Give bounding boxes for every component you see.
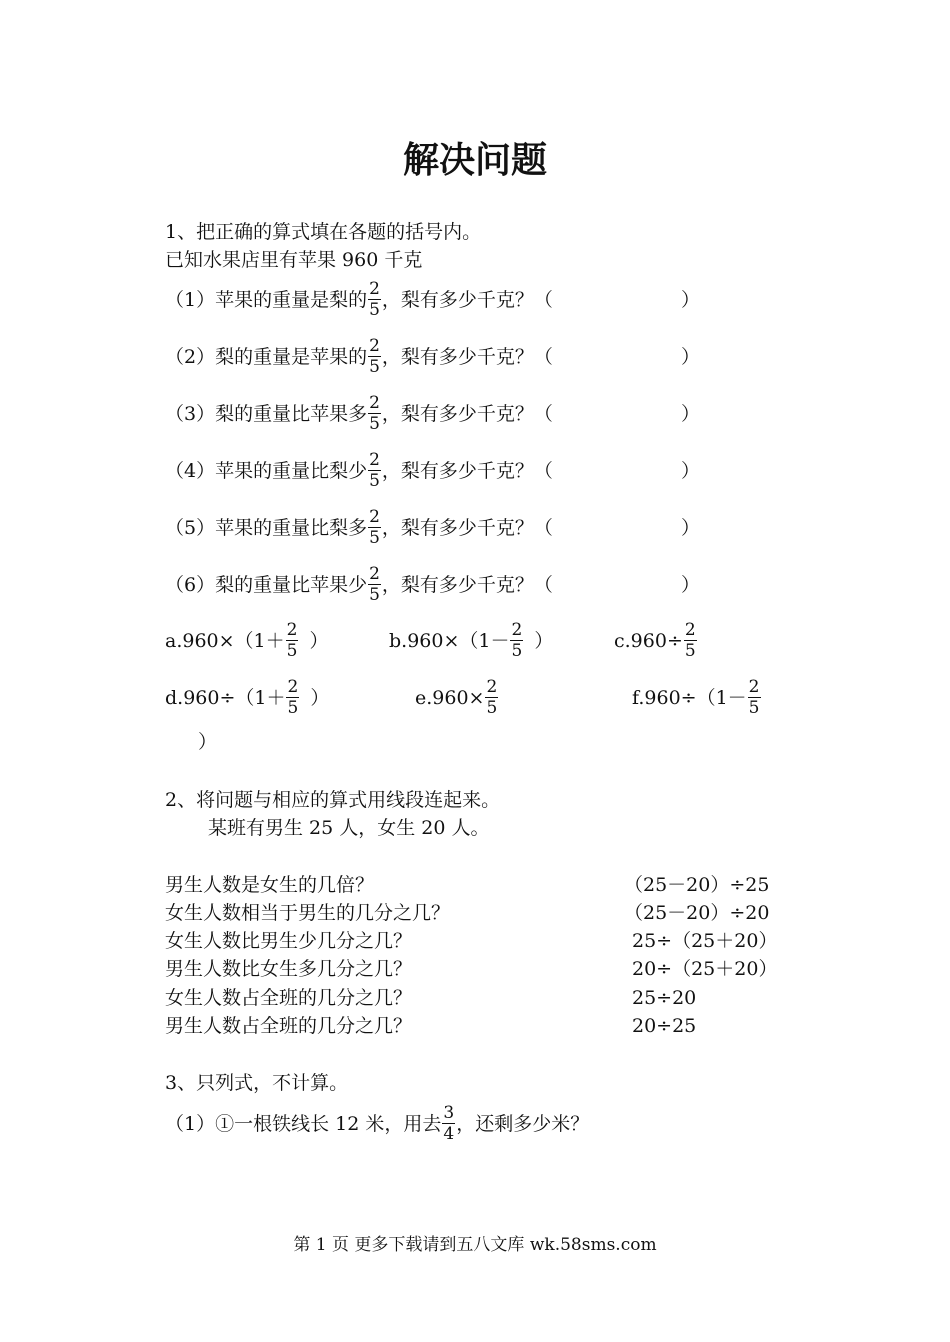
option-b-text: b.960×（1－ bbox=[389, 629, 510, 652]
fraction bbox=[442, 1103, 455, 1144]
match-question[interactable]: 女生人数比男生少几分之几？ bbox=[165, 930, 413, 952]
section1-heading: 1、把正确的算式填在各题的括号内。 bbox=[165, 221, 482, 243]
question-text: （2）梨的重量是苹果的 bbox=[165, 345, 368, 368]
bracket-close: ） bbox=[680, 288, 700, 311]
question-text: ，梨有多少千克？（ bbox=[381, 573, 553, 596]
fraction-numerator: 3 bbox=[443, 1103, 455, 1123]
fraction-numerator: 2 bbox=[287, 677, 299, 697]
option-c bbox=[614, 620, 698, 661]
fraction-denominator: 5 bbox=[684, 641, 696, 661]
question-text: （3）梨的重量比苹果多 bbox=[165, 402, 368, 425]
bracket-close: ） bbox=[680, 516, 700, 539]
match-formula[interactable]: （25－20）÷25 bbox=[624, 874, 770, 896]
fraction-numerator: 2 bbox=[486, 677, 498, 697]
question-text: （6）梨的重量比苹果少 bbox=[165, 573, 368, 596]
question-text: ，梨有多少千克？（ bbox=[381, 459, 553, 482]
fraction-numerator: 2 bbox=[511, 620, 523, 640]
fraction bbox=[485, 677, 498, 718]
fraction-denominator: 5 bbox=[511, 641, 523, 661]
question-row bbox=[165, 1103, 589, 1144]
fraction-denominator: 5 bbox=[748, 698, 760, 718]
fraction-denominator: 5 bbox=[287, 698, 299, 718]
fraction bbox=[368, 336, 381, 377]
fraction-denominator: 5 bbox=[369, 414, 380, 434]
question-text: ，梨有多少千克？（ bbox=[381, 402, 553, 425]
fraction bbox=[368, 450, 381, 491]
fraction bbox=[368, 564, 381, 605]
match-formula[interactable]: 20÷（25＋20） bbox=[632, 958, 778, 980]
fraction-numerator: 2 bbox=[369, 336, 380, 356]
option-e bbox=[415, 677, 499, 718]
option-f bbox=[632, 677, 762, 718]
fraction bbox=[368, 507, 381, 548]
bracket-close: ） bbox=[680, 345, 700, 368]
question-text: ，梨有多少千克？（ bbox=[381, 345, 553, 368]
option-f-text: f.960÷（1－ bbox=[632, 686, 747, 709]
fraction bbox=[368, 393, 381, 434]
fraction-denominator: 5 bbox=[369, 300, 380, 320]
question-text: （1）苹果的重量是梨的 bbox=[165, 288, 368, 311]
question-row bbox=[165, 279, 700, 320]
question-text: （1）①一根铁线长 12 米，用去 bbox=[165, 1112, 442, 1135]
fraction bbox=[286, 620, 299, 661]
option-c-text: c.960÷ bbox=[614, 629, 683, 652]
question-row bbox=[165, 393, 700, 434]
match-question[interactable]: 男生人数比女生多几分之几？ bbox=[165, 958, 413, 980]
question-row bbox=[165, 336, 700, 377]
option-d-close: ） bbox=[310, 686, 330, 709]
fraction-numerator: 2 bbox=[369, 564, 380, 584]
fraction-numerator: 2 bbox=[684, 620, 696, 640]
match-question[interactable]: 女生人数相当于男生的几分之几？ bbox=[165, 902, 451, 924]
fraction bbox=[748, 677, 761, 718]
section1-given: 已知水果店里有苹果 960 千克 bbox=[165, 249, 423, 271]
match-formula[interactable]: 20÷25 bbox=[632, 1015, 697, 1037]
question-text: ，梨有多少千克？（ bbox=[381, 288, 553, 311]
fraction bbox=[368, 279, 381, 320]
section3-heading: 3、只列式，不计算。 bbox=[165, 1072, 349, 1094]
match-question[interactable]: 男生人数是女生的几倍？ bbox=[165, 874, 375, 896]
match-formula[interactable]: 25÷（25＋20） bbox=[632, 930, 778, 952]
section2-heading: 2、将问题与相应的算式用线段连起来。 bbox=[165, 789, 501, 811]
option-d-text: d.960÷（1＋ bbox=[165, 686, 286, 709]
fraction-denominator: 5 bbox=[369, 585, 380, 605]
fraction-denominator: 5 bbox=[369, 471, 380, 491]
option-b-close: ） bbox=[534, 629, 554, 652]
question-text: （5）苹果的重量比梨多 bbox=[165, 516, 368, 539]
option-d bbox=[165, 677, 329, 718]
fraction bbox=[684, 620, 697, 661]
page-title: 解决问题 bbox=[402, 139, 547, 181]
question-row bbox=[165, 507, 700, 548]
fraction-numerator: 2 bbox=[369, 507, 380, 527]
fraction-numerator: 2 bbox=[369, 450, 380, 470]
fraction-numerator: 2 bbox=[369, 279, 380, 299]
match-formula[interactable]: （25－20）÷20 bbox=[624, 902, 770, 924]
fraction bbox=[510, 620, 523, 661]
fraction bbox=[286, 677, 299, 718]
fraction-numerator: 2 bbox=[748, 677, 760, 697]
option-b bbox=[389, 620, 553, 661]
option-a-close: ） bbox=[309, 629, 329, 652]
bracket-close: ） bbox=[680, 573, 700, 596]
question-text: （4）苹果的重量比梨少 bbox=[165, 459, 368, 482]
match-formula[interactable]: 25÷20 bbox=[632, 987, 697, 1009]
fraction-denominator: 5 bbox=[286, 641, 298, 661]
option-e-text: e.960× bbox=[415, 686, 485, 709]
question-row bbox=[165, 564, 700, 605]
question-text: ，梨有多少千克？（ bbox=[381, 516, 553, 539]
bracket-close: ） bbox=[680, 402, 700, 425]
section2-given: 某班有男生 25 人，女生 20 人。 bbox=[208, 817, 490, 839]
fraction-denominator: 4 bbox=[443, 1124, 455, 1144]
option-a-text: a.960×（1＋ bbox=[165, 629, 285, 652]
fraction-denominator: 5 bbox=[369, 357, 380, 377]
match-question[interactable]: 男生人数占全班的几分之几？ bbox=[165, 1015, 413, 1037]
question-row bbox=[165, 450, 700, 491]
option-a bbox=[165, 620, 329, 661]
option-f-close: ） bbox=[198, 731, 218, 753]
fraction-numerator: 2 bbox=[369, 393, 380, 413]
fraction-denominator: 5 bbox=[369, 528, 380, 548]
page-footer: 第 1 页 更多下载请到五八文库 wk.58sms.com bbox=[293, 1235, 657, 1255]
bracket-close: ） bbox=[680, 459, 700, 482]
match-question[interactable]: 女生人数占全班的几分之几？ bbox=[165, 987, 413, 1009]
fraction-denominator: 5 bbox=[486, 698, 498, 718]
question-text: ，还剩多少米？ bbox=[456, 1112, 590, 1135]
fraction-numerator: 2 bbox=[286, 620, 298, 640]
